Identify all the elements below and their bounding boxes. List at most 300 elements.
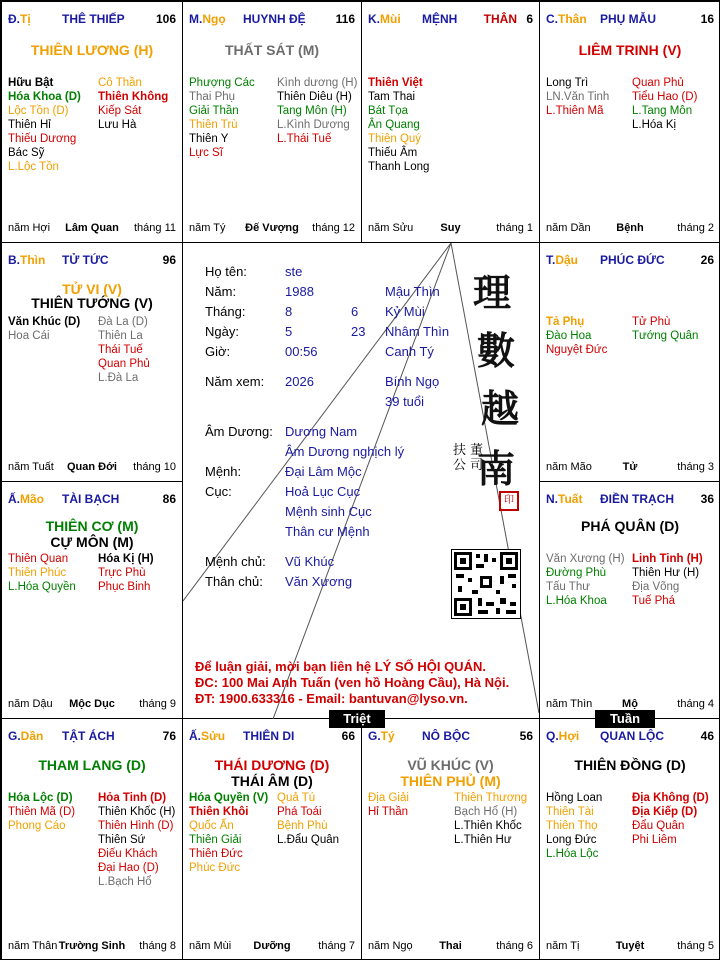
palace-month: tháng 3 — [677, 461, 714, 473]
palace-footer — [546, 940, 714, 954]
main-star: CỰ MÔN (M) — [50, 534, 134, 550]
palace-stem: Ấ. — [8, 492, 20, 506]
good-stars-column — [8, 76, 81, 174]
minor-star: L.Hóa Quyền — [8, 581, 76, 593]
minor-star: Đẩu Quân — [632, 820, 685, 832]
palace-number: 6 — [526, 12, 533, 26]
day-label: Ngày: — [205, 324, 239, 339]
minor-star: L.Thái Tuế — [277, 133, 332, 145]
minor-star: Thai Phụ — [189, 91, 236, 103]
palace-mao — [1, 481, 183, 719]
calligraphy-2: 數 — [477, 328, 516, 373]
minor-star: Hữu Bật — [8, 77, 54, 89]
minor-star: Hóa Khoa (D) — [8, 91, 81, 103]
month-solar: 8 — [285, 304, 293, 319]
palace-year: năm Thân — [8, 940, 58, 952]
minor-star: Địa Kiếp (D) — [632, 806, 698, 818]
palace-code — [189, 729, 225, 743]
minor-star: Tam Thai — [368, 91, 416, 103]
minor-star: Tấu Thư — [546, 581, 590, 593]
palace-number: 66 — [341, 729, 355, 743]
minor-star: Phá Toái — [277, 806, 322, 818]
palace-number: 46 — [700, 729, 714, 743]
minor-star: Phi Liêm — [632, 834, 677, 846]
minor-star: Thiên Đức — [189, 848, 243, 860]
hour-can: Canh Tý — [385, 344, 434, 359]
palace-code — [8, 492, 44, 506]
palace-header — [368, 12, 533, 28]
palace-branch: Ngọ — [202, 12, 226, 26]
minor-star: L.Thiên Khốc — [454, 820, 522, 832]
palace-name: TÀI BẠCH — [62, 492, 120, 506]
minor-star: Lộc Tồn (D) — [8, 105, 69, 117]
minor-star: Địa Võng — [632, 581, 680, 593]
palace-name: TẬT ÁCH — [62, 729, 115, 743]
minor-star: L.Hóa Khoa — [546, 595, 607, 607]
minor-star: Hóa Kị (H) — [98, 553, 154, 565]
palace-month: tháng 7 — [318, 940, 355, 952]
palace-month: tháng 11 — [133, 222, 176, 234]
minor-star: Thiên Thương — [454, 792, 528, 804]
name-label: Họ tên: — [205, 264, 247, 279]
amduong-relation: Âm Dương nghịch lý — [285, 444, 405, 459]
palace-year: năm Tý — [189, 222, 226, 234]
main-star: LIÊM TRINH (V) — [578, 42, 682, 58]
palace-year: năm Sửu — [368, 222, 414, 234]
menhchu-label: Mệnh chủ: — [205, 554, 266, 569]
tuan-tag: Tuần — [595, 710, 655, 728]
minor-star: Thiên Giải — [189, 834, 242, 846]
minor-star: Thiên Khôi — [189, 806, 249, 818]
minor-star: Ân Quang — [368, 119, 420, 131]
minor-star: Thiên Quý — [368, 133, 422, 145]
palace-month: tháng 12 — [312, 222, 355, 234]
palace-branch: Sửu — [201, 729, 226, 743]
palace-branch: Tuất — [558, 492, 583, 506]
minor-star: Tử Phù — [632, 316, 671, 328]
palace-year: năm Ngọ — [368, 940, 413, 952]
minor-star: Quan Phủ — [98, 358, 150, 370]
palace-ty — [361, 718, 540, 960]
body-palace-marker: THÂN — [483, 12, 517, 26]
palace-stage: Trường Sinh — [58, 940, 126, 952]
palace-number: 26 — [700, 253, 714, 267]
minor-star: Đại Hao (D) — [98, 862, 159, 874]
minor-star: Hỉ Thần — [368, 806, 409, 818]
main-star: THẤT SÁT (M) — [224, 42, 320, 58]
minor-star: L.Thiên Hư — [454, 834, 512, 846]
bad-stars-column — [632, 76, 697, 132]
palace-branch: Mão — [20, 492, 44, 506]
month-can: Kỷ Mùi — [385, 304, 425, 319]
minor-star: Trực Phù — [98, 567, 146, 579]
minor-star: Long Trì — [546, 77, 589, 89]
good-stars-column — [8, 791, 75, 833]
palace-stem: K. — [368, 12, 380, 26]
minor-star: Thiên Phúc — [8, 567, 67, 579]
palace-footer — [8, 940, 176, 954]
good-stars-column — [368, 791, 409, 819]
palace-stem: T. — [546, 253, 556, 267]
thanchu-value: Văn Xương — [285, 574, 353, 589]
main-star: THIÊN CƠ (M) — [45, 518, 139, 534]
palace-name: MỆNH — [422, 12, 458, 26]
minor-star: Văn Xương (H) — [546, 553, 625, 565]
palace-month: tháng 5 — [677, 940, 714, 952]
minor-star: Phượng Các — [189, 77, 255, 89]
good-stars-column — [8, 552, 76, 594]
bad-stars-column — [98, 315, 150, 385]
viewyear-can: Bính Ngọ — [385, 374, 440, 389]
palace-ti — [1, 1, 183, 243]
month-label: Tháng: — [205, 304, 246, 319]
menh-value: Đại Lâm Mộc — [285, 464, 362, 479]
palace-than — [539, 1, 720, 243]
palace-branch: Tị — [20, 12, 31, 26]
minor-star: Bạch Hổ (H) — [454, 806, 518, 818]
minor-star: Tả Phụ — [546, 316, 585, 328]
palace-footer — [8, 698, 176, 712]
palace-code — [8, 12, 31, 26]
main-star: PHÁ QUÂN (D) — [581, 518, 679, 534]
palace-code — [546, 729, 579, 743]
palace-code — [8, 729, 43, 743]
palace-name: PHỤ MẪU — [600, 12, 656, 26]
amduong-label: Âm Dương: — [205, 424, 273, 439]
palace-month: tháng 1 — [496, 222, 533, 234]
good-stars-column — [546, 76, 609, 118]
minor-star: Hoa Cái — [8, 330, 50, 342]
palace-name: TỬ TỨC — [62, 253, 109, 267]
minor-star: Đường Phù — [546, 567, 606, 579]
minor-star: Bác Sỹ — [8, 147, 45, 159]
palace-dan — [1, 718, 183, 960]
palace-footer — [8, 461, 176, 475]
palace-branch: Dần — [20, 729, 44, 743]
menhchu-value: Vũ Khúc — [285, 554, 335, 569]
minor-star: Quả Tú — [277, 792, 316, 804]
hour-value: 00:56 — [285, 344, 318, 359]
main-star: TỬ VI (V) — [62, 281, 122, 297]
palace-number: 76 — [162, 729, 176, 743]
palace-header — [189, 729, 355, 745]
minor-star: Phục Binh — [98, 581, 151, 593]
minor-star: Địa Không (D) — [632, 792, 709, 804]
palace-stem: G. — [368, 729, 381, 743]
palace-stage: Tử — [622, 461, 638, 473]
minor-star: Thái Tuế — [98, 344, 143, 356]
good-stars-column — [546, 315, 607, 357]
than-position: Thân cư Mệnh — [285, 524, 370, 539]
palace-year: năm Tị — [546, 940, 580, 952]
small-calligraphy: 扶 董 公 司 — [453, 443, 484, 473]
minor-star: Thiên Hư (H) — [632, 567, 700, 579]
day-can: Nhâm Thìn — [385, 324, 450, 339]
day-solar: 5 — [285, 324, 293, 339]
bad-stars-column — [632, 791, 709, 847]
calligraphy-3: 越 — [481, 386, 520, 431]
palace-stage: Thai — [439, 940, 462, 952]
minor-star: Quan Phủ — [632, 77, 684, 89]
contact-line-1: Để luận giải, mời bạn liên hệ LÝ SỐ HỘI QUÁN. — [195, 659, 486, 674]
calligraphy-4: 南 — [477, 446, 516, 491]
palace-month: tháng 4 — [677, 698, 714, 710]
triet-tag: Triệt — [329, 710, 385, 728]
viewyear-value: 2026 — [285, 374, 314, 389]
palace-footer — [189, 940, 355, 954]
minor-star: Nguyệt Đức — [546, 344, 608, 356]
minor-star: Thiên Mã (D) — [8, 806, 76, 818]
main-star: THÁI DƯƠNG (D) — [214, 757, 330, 773]
menh-label: Mệnh: — [205, 464, 242, 479]
minor-star: L.Thiên Mã — [546, 105, 604, 117]
palace-thin — [1, 242, 183, 482]
cuc-label: Cục: — [205, 484, 232, 499]
palace-suu — [182, 718, 362, 960]
minor-star: Thiên Hỉ — [8, 119, 51, 131]
palace-branch: Thân — [558, 12, 587, 26]
palace-code — [189, 12, 226, 26]
year-value: 1988 — [285, 284, 314, 299]
main-star: THIÊN LƯƠNG (H) — [30, 42, 154, 58]
day-lunar: 23 — [351, 324, 366, 339]
palace-dau — [539, 242, 720, 482]
minor-star: Thiên Sứ — [98, 834, 146, 846]
minor-star: Đà La (D) — [98, 316, 148, 328]
minor-star: LN.Văn Tinh — [546, 91, 610, 103]
minor-star: L.Đẩu Quân — [277, 834, 340, 846]
palace-name: HUYNH ĐỆ — [243, 12, 306, 26]
minor-star: Phong Cáo — [8, 820, 66, 832]
palace-code — [368, 12, 401, 26]
minor-star: Lưu Hà — [98, 119, 137, 131]
palace-header — [8, 492, 176, 508]
month-lunar: 6 — [351, 304, 359, 319]
palace-name: ĐIỀN TRẠCH — [600, 492, 674, 506]
minor-star: Điếu Khách — [98, 848, 158, 860]
amduong-value: Dương Nam — [285, 424, 358, 439]
palace-number: 56 — [519, 729, 533, 743]
palace-month: tháng 10 — [133, 461, 176, 473]
minor-star: Giải Thần — [189, 105, 239, 117]
palace-header — [546, 12, 714, 28]
palace-stage: Bệnh — [616, 222, 644, 234]
viewyear-label: Năm xem: — [205, 374, 265, 389]
red-seal: 印 — [499, 491, 519, 511]
good-stars-column — [546, 552, 625, 608]
minor-star: Linh Tinh (H) — [632, 553, 703, 565]
main-star: THÁI ÂM (D) — [231, 773, 313, 789]
palace-footer — [546, 222, 714, 236]
palace-name: NÔ BỘC — [422, 729, 470, 743]
palace-stem: G. — [8, 729, 21, 743]
palace-year: năm Hợi — [8, 222, 51, 234]
palace-year: năm Dậu — [8, 698, 53, 710]
palace-stage: Dưỡng — [253, 940, 291, 952]
palace-name: THIÊN DI — [243, 729, 295, 743]
palace-header — [546, 492, 714, 508]
palace-code — [8, 253, 45, 267]
palace-footer — [189, 222, 355, 236]
minor-star: Tuế Phá — [632, 595, 676, 607]
palace-header — [8, 729, 176, 745]
name-value: ste — [285, 264, 303, 279]
palace-stem: C. — [546, 12, 558, 26]
contact-phone-email[interactable]: ĐT: 1900.633316 - Email: bantuvan@lyso.vn. — [195, 691, 468, 706]
palace-year: năm Mùi — [189, 940, 232, 952]
palace-stage: Mộ — [622, 698, 638, 710]
minor-star: L.Hóa Kị — [632, 119, 677, 131]
center-info-panel — [183, 243, 539, 719]
palace-stem: M. — [189, 12, 203, 26]
palace-code — [546, 12, 587, 26]
palace-month: tháng 8 — [139, 940, 176, 952]
palace-header — [8, 253, 176, 269]
minor-star: Thiên Hình (D) — [98, 820, 174, 832]
palace-stage: Tuyệt — [615, 940, 645, 952]
minor-star: Cô Thần — [98, 77, 142, 89]
palace-year: năm Mão — [546, 461, 592, 473]
minor-star: L.Lộc Tồn — [8, 161, 59, 173]
bad-stars-column — [632, 552, 703, 608]
thanchu-label: Thân chủ: — [205, 574, 263, 589]
palace-stage: Suy — [440, 222, 461, 234]
good-stars-column — [546, 791, 602, 861]
palace-branch: Hợi — [558, 729, 580, 743]
palace-number: 116 — [335, 12, 355, 26]
year-label: Năm: — [205, 284, 237, 299]
minor-star: Thiên Không — [98, 91, 169, 103]
hour-label: Giờ: — [205, 344, 231, 359]
minor-star: Thiên Việt — [368, 77, 423, 89]
palace-number: 106 — [155, 12, 176, 26]
year-can: Mậu Thìn — [385, 284, 440, 299]
palace-number: 86 — [162, 492, 176, 506]
palace-footer — [546, 461, 714, 475]
main-star: THIÊN PHỦ (M) — [400, 773, 501, 789]
palace-stage: Đế Vượng — [245, 222, 299, 234]
palace-month: tháng 9 — [139, 698, 176, 710]
bad-stars-column — [277, 76, 357, 146]
palace-number: 96 — [162, 253, 176, 267]
palace-footer — [368, 222, 533, 236]
good-stars-column — [8, 315, 80, 343]
palace-hoi — [539, 718, 720, 960]
palace-number: 16 — [700, 12, 714, 26]
minor-star: L.Hóa Lộc — [546, 848, 599, 860]
palace-name: THÊ THIẾP — [62, 12, 125, 26]
palace-footer — [8, 222, 176, 236]
palace-year: năm Thìn — [546, 698, 593, 710]
minor-star: Kiếp Sát — [98, 105, 142, 117]
contact-address: ĐC: 100 Mai Anh Tuấn (ven hồ Hoàng Cầu), Hà Nội. — [195, 675, 510, 690]
palace-branch: Dậu — [555, 253, 579, 267]
palace-header — [546, 729, 714, 745]
main-star: VŨ KHÚC (V) — [407, 757, 494, 773]
palace-month: tháng 6 — [496, 940, 533, 952]
minor-star: Thiên Y — [189, 133, 229, 145]
minor-star: Thiếu Dương — [8, 133, 77, 145]
minor-star: Tướng Quân — [632, 330, 699, 342]
minor-star: Thanh Long — [368, 161, 430, 173]
main-star: THAM LANG (D) — [38, 757, 146, 773]
palace-header — [368, 729, 533, 745]
palace-year: năm Tuất — [8, 461, 54, 473]
palace-stem: Ấ. — [189, 729, 201, 743]
palace-code — [368, 729, 395, 743]
minor-star: Hỏa Tinh (D) — [98, 792, 167, 804]
minor-star: Thiên Diêu (H) — [277, 91, 352, 103]
palace-number: 36 — [700, 492, 714, 506]
minor-star: Thiên Tài — [546, 806, 594, 818]
minor-star: L.Đà La — [98, 372, 139, 384]
minor-star: Hồng Loan — [546, 792, 603, 804]
bad-stars-column — [632, 315, 698, 343]
palace-stage: Quan Đới — [67, 461, 117, 473]
palace-header — [8, 12, 176, 28]
bad-stars-column — [454, 791, 527, 847]
good-stars-column — [368, 76, 429, 174]
minor-star: Tiểu Hao (D) — [632, 91, 698, 103]
palace-code — [546, 492, 582, 506]
palace-month: tháng 2 — [677, 222, 714, 234]
good-stars-column — [189, 76, 255, 160]
minor-star: Thiên Quan — [8, 553, 69, 565]
calligraphy-1: 理 — [473, 270, 512, 315]
qr-code-icon[interactable] — [451, 549, 521, 619]
minor-star: Văn Khúc (D) — [8, 316, 81, 328]
cuc-relation: Mệnh sinh Cục — [285, 504, 372, 519]
minor-star: Hóa Quyền (V) — [189, 792, 269, 804]
palace-stem: Q. — [546, 729, 559, 743]
palace-tuat — [539, 481, 720, 719]
minor-star: Bệnh Phù — [277, 820, 328, 832]
good-stars-column — [189, 791, 268, 875]
palace-stage: Mộc Dục — [69, 698, 115, 710]
bad-stars-column — [98, 76, 168, 132]
palace-stem: N. — [546, 492, 558, 506]
palace-name: PHÚC ĐỨC — [600, 253, 665, 267]
minor-star: Bát Tọa — [368, 105, 409, 117]
minor-star: L.Bạch Hổ — [98, 876, 152, 888]
minor-star: Thiên Khốc (H) — [98, 806, 176, 818]
minor-star: Đào Hoa — [546, 330, 592, 342]
minor-star: Kình dương (H) — [277, 77, 358, 89]
minor-star: L.Tang Môn — [632, 105, 693, 117]
main-star: THIÊN ĐỒNG (D) — [574, 757, 686, 773]
palace-year: năm Dần — [546, 222, 591, 234]
minor-star: Thiên Trù — [189, 119, 238, 131]
bad-stars-column — [98, 552, 154, 594]
palace-stage: Lâm Quan — [65, 222, 119, 234]
minor-star: Thiên La — [98, 330, 143, 342]
minor-star: Địa Giải — [368, 792, 409, 804]
palace-branch: Thìn — [20, 253, 46, 267]
palace-stem: Đ. — [8, 12, 20, 26]
palace-stem: B. — [8, 253, 20, 267]
cuc-value: Hoả Lục Cục — [285, 484, 361, 499]
palace-mui — [361, 1, 540, 243]
palace-ngo — [182, 1, 362, 243]
palace-name: QUAN LỘC — [600, 729, 664, 743]
bad-stars-column — [277, 791, 339, 847]
minor-star: Long Đức — [546, 834, 597, 846]
palace-header — [189, 12, 355, 28]
minor-star: Tang Môn (H) — [277, 105, 347, 117]
main-star: THIÊN TƯỚNG (V) — [31, 295, 153, 311]
palace-code — [546, 253, 578, 267]
minor-star: Phúc Đức — [189, 862, 241, 874]
